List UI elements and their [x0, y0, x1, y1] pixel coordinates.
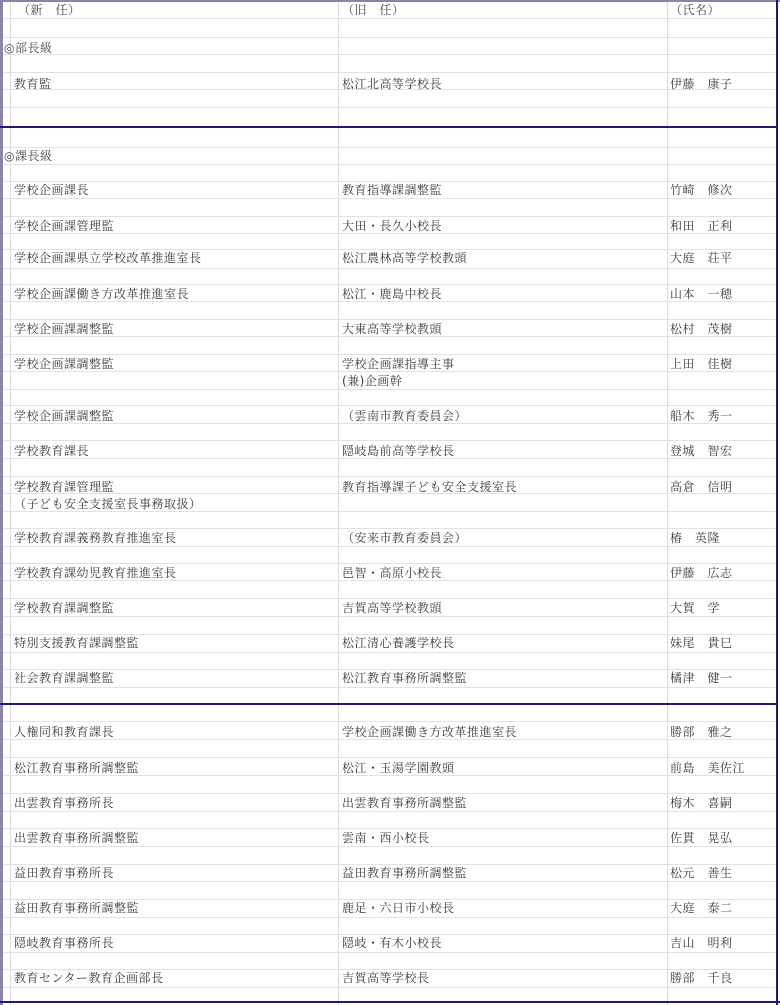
row-gridline	[3, 405, 776, 406]
cell-old-post: 吉賀高等学校教頭	[342, 601, 443, 615]
cell-old-post: 隠岐・有木小校長	[342, 936, 443, 950]
header-old-post: （旧 任）	[342, 3, 405, 17]
row-gridline	[3, 319, 776, 320]
row-gridline	[3, 37, 776, 38]
section-label-department-head: ◎部長級	[4, 41, 53, 55]
row-gridline	[3, 72, 776, 73]
row-gridline	[3, 757, 776, 758]
row-gridline	[3, 969, 776, 970]
cell-name: 前島 美佐江	[670, 761, 746, 775]
cell-name: 竹崎 修次	[670, 183, 733, 197]
row-gridline	[3, 634, 776, 635]
cell-new-post: 出雲教育事務所調整監	[14, 831, 140, 845]
row-gridline	[3, 952, 776, 953]
row-gridline	[3, 216, 776, 217]
row-gridline	[3, 934, 776, 935]
cell-new-post: 学校企画課長	[14, 183, 90, 197]
row-gridline	[3, 354, 776, 355]
cell-new-post: 益田教育事務所調整監	[14, 901, 140, 915]
row-gridline	[3, 336, 776, 337]
cell-old-post: 学校企画課働き方改革推進室長	[342, 725, 518, 739]
row-gridline	[3, 18, 776, 19]
row-gridline	[3, 423, 776, 424]
row-gridline	[3, 107, 776, 108]
section-label-section-head: ◎課長級	[4, 149, 53, 163]
cell-old-post: 教育指導課調整監	[342, 183, 443, 197]
cell-new-post: 人権同和教育課長	[14, 725, 115, 739]
row-gridline	[3, 284, 776, 285]
cell-name: 佐貫 晃弘	[670, 831, 733, 845]
cell-old-post: 大東高等学校教頭	[342, 322, 443, 336]
row-gridline	[3, 546, 776, 547]
row-gridline	[3, 899, 776, 900]
cell-new-post-line2: （子ども安全支援室長事務取扱）	[14, 497, 202, 511]
row-gridline	[3, 864, 776, 865]
cell-name: 上田 佳樹	[670, 357, 733, 371]
row-gridline	[3, 198, 776, 199]
row-gridline	[3, 268, 776, 269]
cell-new-post: 学校企画課調整監	[14, 322, 115, 336]
cell-old-post: 松江清心養護学校長	[342, 636, 455, 650]
cell-name: 伊藤 広志	[670, 566, 733, 580]
row-gridline	[3, 775, 776, 776]
cell-old-post: 隠岐島前高等学校長	[342, 444, 455, 458]
row-gridline	[3, 301, 776, 302]
cell-new-post: 松江教育事務所調整監	[14, 761, 140, 775]
cell-name: 登城 智宏	[670, 444, 733, 458]
cell-old-post: 益田教育事務所調整監	[342, 866, 468, 880]
cell-old-post: （安来市教育委員会）	[342, 531, 468, 545]
cell-old-post-line2: (兼)企画幹	[342, 374, 403, 388]
cell-old-post: 松江農林高等学校教頭	[342, 251, 468, 265]
row-gridline	[3, 987, 776, 988]
cell-name: 松村 茂樹	[670, 322, 733, 336]
row-gridline	[3, 669, 776, 670]
cell-old-post: 鹿足・六日市小校長	[342, 901, 455, 915]
cell-new-post: 学校教育課幼児教育推進室長	[14, 566, 177, 580]
row-gridline	[3, 233, 776, 234]
cell-new-post: 学校教育課義務教育推進室長	[14, 531, 177, 545]
cell-new-post: 学校企画課調整監	[14, 357, 115, 371]
row-gridline	[3, 147, 776, 148]
row-gridline	[3, 687, 776, 688]
row-gridline	[3, 652, 776, 653]
cell-name: 山本 一穂	[670, 287, 733, 301]
cell-old-post: 松江・鹿島中校長	[342, 287, 443, 301]
cell-new-post: 学校教育課調整監	[14, 601, 115, 615]
row-gridline	[3, 846, 776, 847]
cell-name: 伊藤 康子	[670, 77, 733, 91]
cell-name: 和田 正利	[670, 219, 733, 233]
cell-new-post: 益田教育事務所長	[14, 866, 115, 880]
row-gridline	[3, 828, 776, 829]
section-divider	[0, 703, 778, 705]
cell-old-post: 出雲教育事務所調整監	[342, 796, 468, 810]
cell-old-post: 邑智・高原小校長	[342, 566, 443, 580]
cell-name: 橘津 健一	[670, 671, 733, 685]
cell-old-post: 大田・長久小校長	[342, 219, 443, 233]
cell-name: 高倉 信明	[670, 480, 733, 494]
cell-old-post: 松江教育事務所調整監	[342, 671, 468, 685]
cell-name: 勝部 雅之	[670, 725, 733, 739]
cell-name: 椿 英隆	[670, 531, 721, 545]
column-gridline	[667, 0, 668, 1005]
cell-name: 松元 善生	[670, 866, 733, 880]
column-gridline	[338, 0, 339, 1005]
row-gridline	[3, 616, 776, 617]
cell-new-post: 学校教育課長	[14, 444, 90, 458]
row-gridline	[3, 563, 776, 564]
row-gridline	[3, 54, 776, 55]
cell-new-post: 特別支援教育課調整監	[14, 636, 140, 650]
row-gridline	[3, 458, 776, 459]
cell-old-post: 松江・玉湯学園教頭	[342, 761, 455, 775]
header-name: （氏名）	[670, 3, 721, 17]
row-gridline	[3, 580, 776, 581]
row-gridline	[3, 371, 776, 372]
cell-name: 船木 秀一	[670, 409, 733, 423]
row-gridline	[3, 389, 776, 390]
sheet-border-top	[0, 0, 780, 2]
row-gridline	[3, 811, 776, 812]
cell-old-post: （雲南市教育委員会）	[342, 409, 468, 423]
cell-new-post: 学校教育課管理監	[14, 480, 115, 494]
cell-old-post: 教育指導課子ども安全支援室長	[342, 480, 518, 494]
cell-old-post: 雲南・西小校長	[342, 831, 430, 845]
header-new-post: （新 任）	[18, 3, 81, 17]
section-divider	[0, 126, 778, 128]
cell-new-post: 教育監	[14, 77, 52, 91]
cell-new-post: 教育センター教育企画部長	[14, 971, 164, 985]
row-gridline	[3, 721, 776, 722]
cell-name: 梅木 喜嗣	[670, 796, 733, 810]
row-gridline	[3, 793, 776, 794]
cell-new-post: 学校企画課働き方改革推進室長	[14, 287, 190, 301]
row-gridline	[3, 917, 776, 918]
sheet-border-right	[776, 0, 778, 1005]
sheet-border-bottom	[0, 1001, 780, 1003]
cell-new-post: 出雲教育事務所長	[14, 796, 115, 810]
cell-old-post: 松江北高等学校長	[342, 77, 443, 91]
cell-old-post: 吉賀高等学校長	[342, 971, 430, 985]
row-gridline	[3, 598, 776, 599]
row-gridline	[3, 164, 776, 165]
cell-new-post: 学校企画課県立学校改革推進室長	[14, 251, 202, 265]
cell-name: 大賀 学	[670, 601, 721, 615]
row-gridline	[3, 528, 776, 529]
cell-new-post: 学校企画課管理監	[14, 219, 115, 233]
cell-new-post: 社会教育課調整監	[14, 671, 115, 685]
sheet-border-left	[0, 0, 3, 1005]
row-gridline	[3, 181, 776, 182]
row-gridline	[3, 881, 776, 882]
cell-name: 妹尾 貴巳	[670, 636, 733, 650]
cell-new-post: 隠岐教育事務所長	[14, 936, 115, 950]
row-gridline	[3, 511, 776, 512]
row-gridline	[3, 476, 776, 477]
cell-name: 大庭 泰二	[670, 901, 733, 915]
cell-old-post: 学校企画課指導主事	[342, 357, 455, 371]
cell-name: 吉山 明利	[670, 936, 733, 950]
cell-name: 大庭 荘平	[670, 251, 733, 265]
row-gridline	[3, 440, 776, 441]
row-gridline	[3, 739, 776, 740]
cell-new-post: 学校企画課調整監	[14, 409, 115, 423]
cell-name: 勝部 千良	[670, 971, 733, 985]
row-gridline	[3, 249, 776, 250]
